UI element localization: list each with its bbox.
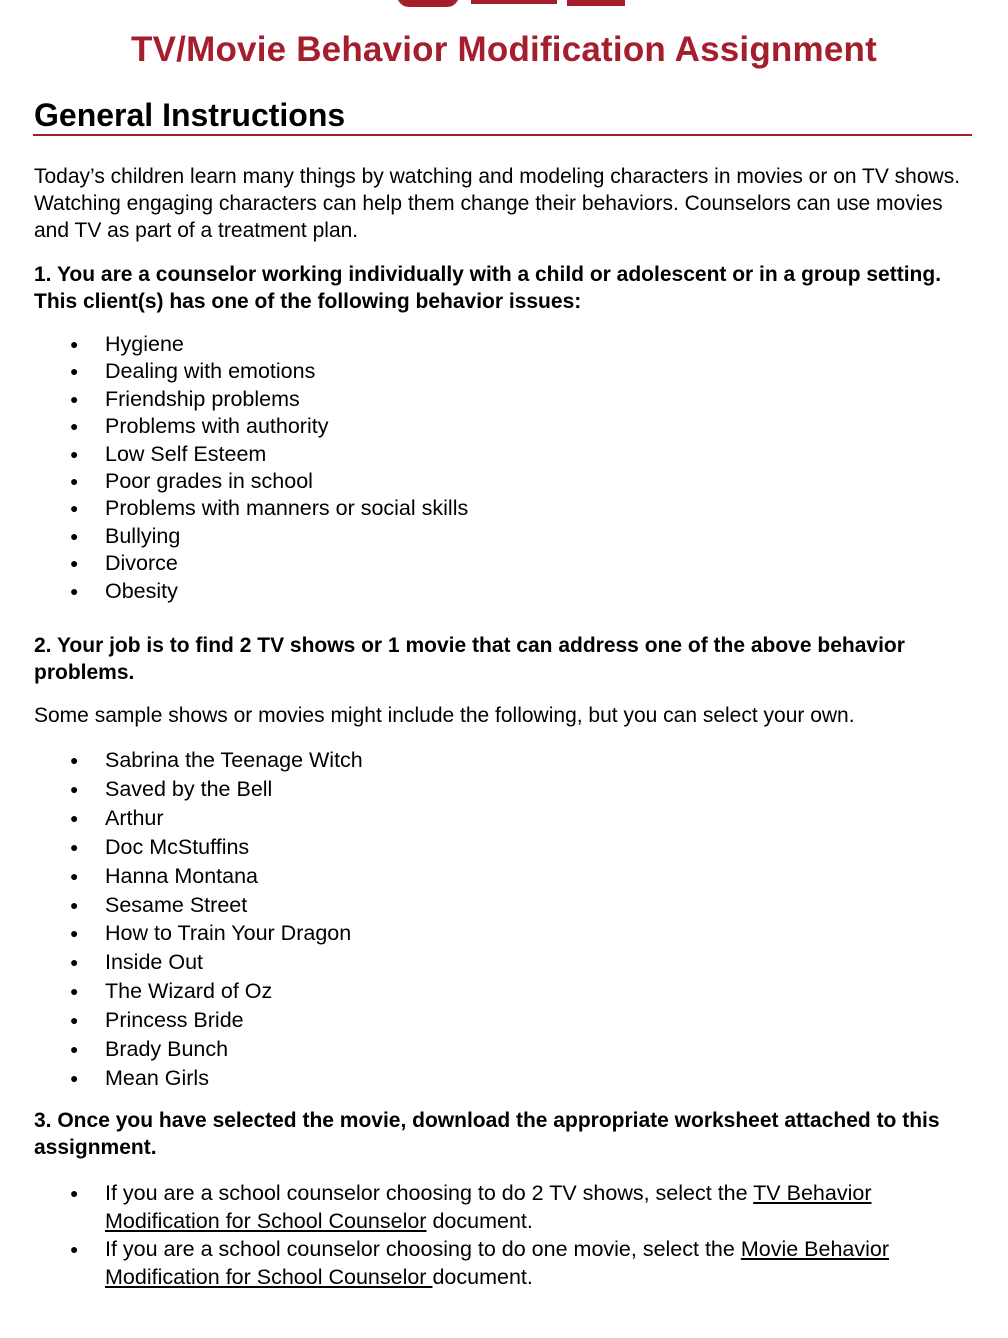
movie-worksheet-link[interactable]: Movie Behavior Modification for School Counselor — [105, 1237, 890, 1289]
list-item: ● Arthur — [0, 804, 363, 833]
step-1-text: 1. You are a counselor working individually with a child or adolescent or in a group setting. This client(s) has one of the following behavior issues: — [34, 263, 942, 313]
list-item: ● Sabrina the Teenage Witch — [0, 746, 363, 775]
list-item: ● Hanna Montana — [0, 862, 363, 891]
bullet-icon: ● — [70, 1069, 79, 1086]
list-item: ● Obesity — [0, 578, 468, 605]
bullet-icon: ● — [70, 527, 79, 544]
heading-divider — [33, 134, 972, 136]
bullet-icon: ● — [70, 1012, 79, 1029]
bullet-icon: ● — [70, 838, 79, 855]
bullet-icon: ● — [70, 1241, 79, 1257]
bullet-icon: ● — [70, 500, 79, 517]
list-item: ● Poor grades in school — [0, 468, 468, 495]
tv-worksheet-link[interactable]: TV Behavior Modification for School Counselor — [105, 1181, 872, 1233]
section-heading: General Instructions — [34, 97, 346, 133]
behavior-issues-list — [0, 331, 468, 605]
page-title: TV/Movie Behavior Modification Assignment — [131, 30, 877, 69]
bullet-icon: ● — [70, 473, 79, 490]
bullet-icon: ● — [70, 954, 79, 971]
list-item: ● Princess Bride — [0, 1006, 363, 1035]
list-item: ● Divorce — [0, 550, 468, 577]
list-item: ● The Wizard of Oz — [0, 977, 363, 1006]
list-item: ● Mean Girls — [0, 1064, 363, 1093]
list-item: ● Bullying — [0, 523, 468, 550]
list-item: ● Brady Bunch — [0, 1035, 363, 1064]
bullet-icon: ● — [70, 780, 79, 797]
list-item: ● Problems with manners or social skills — [0, 495, 468, 522]
list-item: ● If you are a school counselor choosing to do one movie, select the Movie Behavior Modification for School Counselor document. — [70, 1237, 890, 1289]
list-item: ● Inside Out — [0, 948, 363, 977]
sample-intro: Some sample shows or movies might include the following, but you can select your own. — [34, 704, 855, 727]
bullet-icon: ● — [70, 418, 79, 435]
list-item: ● Friendship problems — [0, 386, 468, 413]
step-3-text: 3. Once you have selected the movie, download the appropriate worksheet attached to this assignment. — [34, 1109, 940, 1159]
university-logo — [385, 0, 625, 10]
list-item: ● Hygiene — [0, 331, 468, 358]
bullet-icon: ● — [70, 555, 79, 572]
bullet-icon: ● — [70, 925, 79, 942]
list-item: ● Problems with authority — [0, 413, 468, 440]
list-item: ● Sesame Street — [0, 891, 363, 920]
bullet-icon: ● — [70, 363, 79, 380]
worksheet-options-list — [0, 1179, 930, 1291]
list-item: ● Doc McStuffins — [0, 833, 363, 862]
list-item: ● If you are a school counselor choosing to do 2 TV shows, select the TV Behavior Modification for School Counselor document. — [70, 1181, 872, 1233]
step-2-text: 2. Your job is to find 2 TV shows or 1 movie that can address one of the above behavior problems. — [34, 634, 905, 684]
list-item: ● Dealing with emotions — [0, 358, 468, 385]
bullet-icon: ● — [70, 809, 79, 826]
list-item: ● Low Self Esteem — [0, 441, 468, 468]
bullet-icon: ● — [70, 336, 79, 352]
list-item: ● Saved by the Bell — [0, 775, 363, 804]
bullet-icon: ● — [70, 867, 79, 884]
bullet-icon: ● — [70, 1041, 79, 1058]
list-item: ● How to Train Your Dragon — [0, 919, 363, 948]
bullet-icon: ● — [70, 582, 79, 599]
bullet-icon: ● — [70, 896, 79, 913]
bullet-icon: ● — [70, 983, 79, 1000]
bullet-icon: ● — [70, 1185, 79, 1201]
bullet-icon: ● — [70, 752, 79, 768]
intro-paragraph: Today’s children learn many things by watching and modeling characters in movies or on TV shows. Watching engaging characters can help them change their behaviors. Counselors can use movies and TV as part of a treatment plan. — [34, 165, 961, 242]
sample-shows-list — [0, 746, 363, 1093]
bullet-icon: ● — [70, 390, 79, 407]
bullet-icon: ● — [70, 445, 79, 462]
